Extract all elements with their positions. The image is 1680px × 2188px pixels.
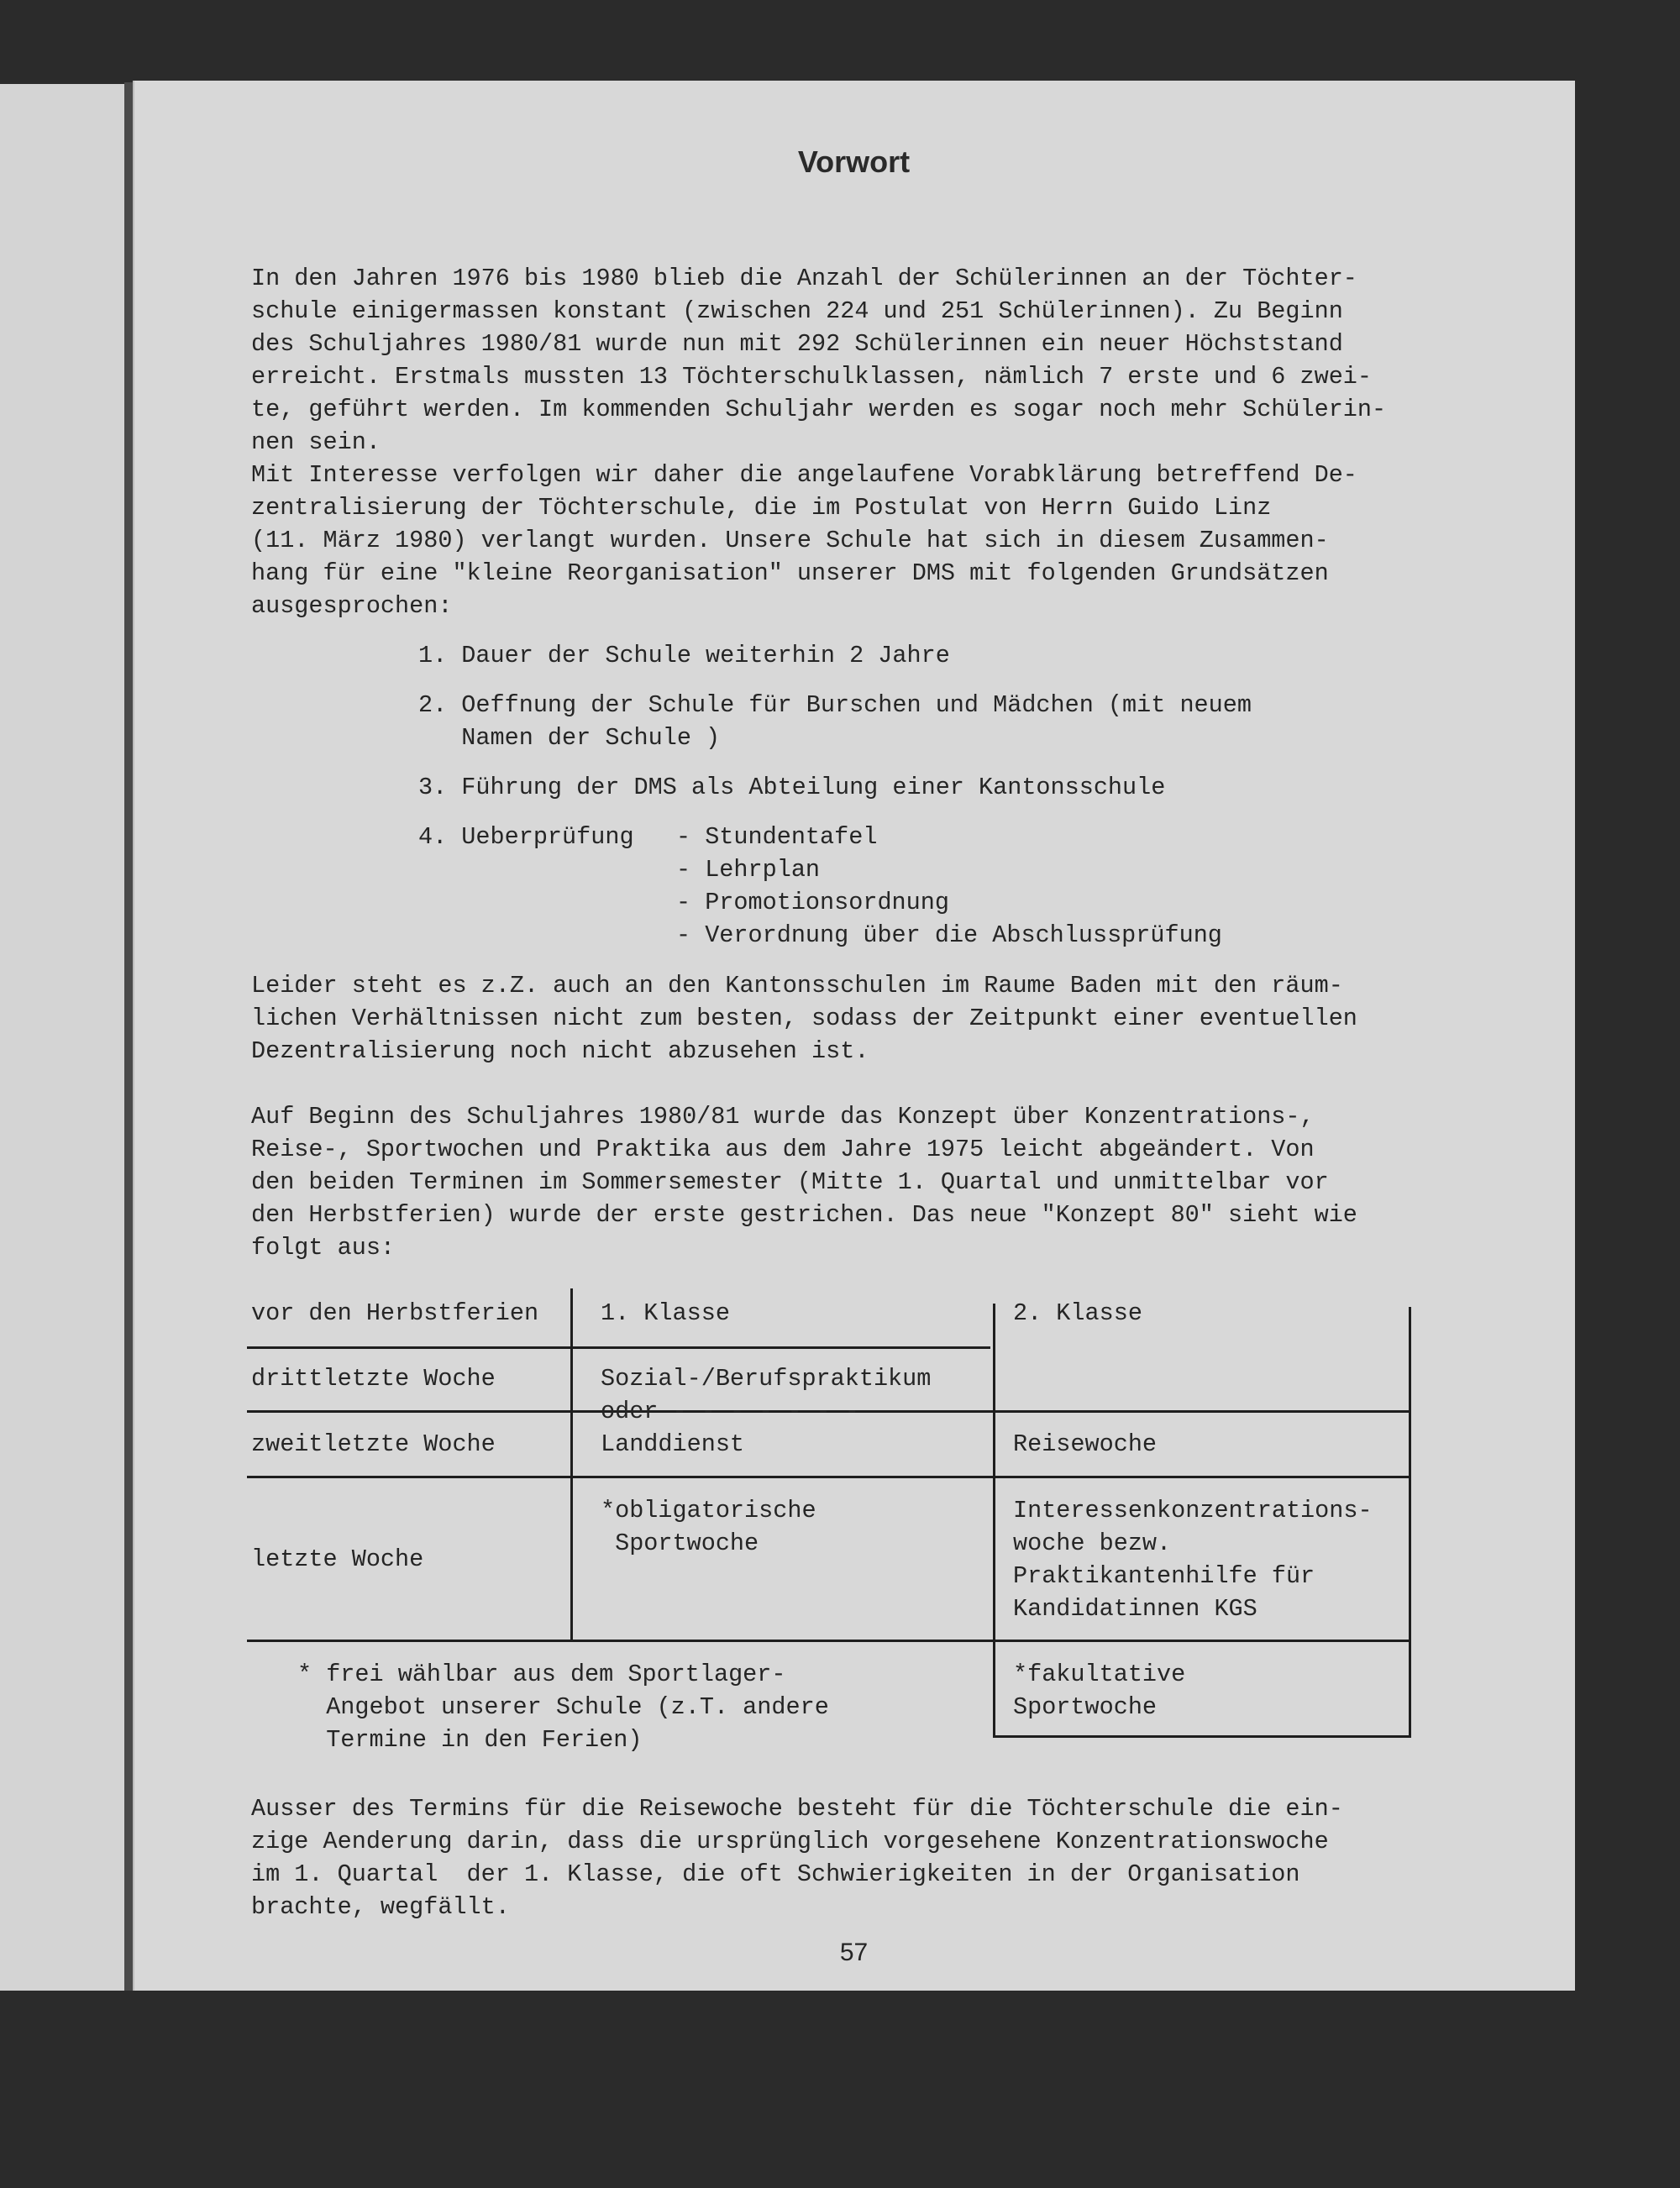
- text-line: im 1. Quartal der 1. Klasse, die oft Schwierigkeiten in der Organisation: [251, 1860, 1300, 1888]
- page-number: 57: [839, 1939, 869, 1966]
- table-footnote: Termine in den Ferien): [297, 1726, 643, 1754]
- text-line: In den Jahren 1976 bis 1980 blieb die Anzahl der Schülerinnen an der Töchter-: [251, 265, 1357, 292]
- table-rule: [570, 1288, 573, 1640]
- text-line: den beiden Terminen im Sommersemester (Mitte 1. Quartal und unmittelbar vor: [251, 1168, 1329, 1196]
- list-item: 1. Dauer der Schule weiterhin 2 Jahre: [418, 642, 950, 669]
- sub-list-item: - Verordnung über die Abschlussprüfung: [676, 921, 1222, 949]
- list-item: 3. Führung der DMS als Abteilung einer Kantonsschule: [418, 774, 1166, 801]
- text-line: schule einigermassen konstant (zwischen 224 und 251 Schülerinnen). Zu Beginn: [251, 297, 1343, 325]
- table-cell: Praktikantenhilfe für: [1013, 1562, 1315, 1590]
- text-line: Reise-, Sportwochen und Praktika aus dem Jahre 1975 leicht abgeändert. Von: [251, 1136, 1315, 1163]
- text-line: erreicht. Erstmals mussten 13 Töchterschulklassen, nämlich 7 erste und 6 zwei-: [251, 363, 1373, 391]
- sub-list-item: - Promotionsordnung: [676, 889, 949, 916]
- text-line: zentralisierung der Töchterschule, die im Postulat von Herrn Guido Linz: [251, 494, 1272, 522]
- sub-list-item: - Stundentafel: [676, 823, 878, 851]
- text-line: folgt aus:: [251, 1234, 396, 1262]
- text-line: lichen Verhältnissen nicht zum besten, sodass der Zeitpunkt einer eventuellen: [251, 1005, 1357, 1032]
- book-gutter: [124, 82, 133, 1991]
- text-line: Auf Beginn des Schuljahres 1980/81 wurde das Konzept über Konzentrations-,: [251, 1103, 1315, 1131]
- table-cell: Sportwoche: [1013, 1693, 1158, 1721]
- previous-page-edge: [0, 84, 124, 1991]
- table-rule: [247, 1346, 990, 1349]
- table-rule: [247, 1640, 1411, 1642]
- list-item: 2. Oeffnung der Schule für Burschen und Mädchen (mit neuem: [418, 691, 1252, 719]
- text-line: des Schuljahres 1980/81 wurde nun mit 292 Schülerinnen ein neuer Höchststand: [251, 330, 1343, 358]
- table-rule: [993, 1410, 1411, 1413]
- table-cell: *obligatorische: [601, 1497, 816, 1524]
- table-cell: woche bezw.: [1013, 1530, 1172, 1557]
- table-cell: Interessenkonzentrations-: [1013, 1497, 1373, 1524]
- text-line: nen sein.: [251, 428, 381, 456]
- table-cell: Reisewoche: [1013, 1430, 1158, 1458]
- text-line: zige Aenderung darin, dass die ursprünglich vorgesehene Konzentrationswoche: [251, 1828, 1329, 1855]
- table-rule: [247, 1476, 1411, 1478]
- table-footnote: Angebot unserer Schule (z.T. andere: [297, 1693, 829, 1721]
- table-cell: *fakultative: [1013, 1661, 1186, 1688]
- table-rule: [1409, 1307, 1411, 1737]
- table-cell: drittletzte Woche: [251, 1365, 496, 1393]
- table-rule: [993, 1735, 1411, 1738]
- table-cell: letzte Woche: [251, 1545, 424, 1573]
- text-line: ausgesprochen:: [251, 592, 453, 620]
- text-line: Leider steht es z.Z. auch an den Kantonsschulen im Raume Baden mit den räum-: [251, 972, 1343, 1000]
- list-item: Namen der Schule ): [418, 724, 721, 752]
- table-cell: Landdienst: [601, 1430, 745, 1458]
- table-header-cell: vor den Herbstferien: [251, 1299, 539, 1327]
- table-header-cell: 2. Klasse: [1013, 1299, 1142, 1327]
- table-cell: Sozial-/Berufspraktikum: [601, 1365, 932, 1393]
- table-header-cell: 1. Klasse: [601, 1299, 730, 1327]
- list-item: 4. Ueberprüfung: [418, 823, 634, 851]
- text-line: Ausser des Termins für die Reisewoche besteht für die Töchterschule die ein-: [251, 1795, 1343, 1823]
- text-line: Dezentralisierung noch nicht abzusehen ist.: [251, 1037, 869, 1065]
- sub-list-item: - Lehrplan: [676, 856, 821, 884]
- text-line: hang für eine "kleine Reorganisation" unserer DMS mit folgenden Grundsätzen: [251, 559, 1329, 587]
- document-page: [133, 81, 1575, 1991]
- text-line: (11. März 1980) verlangt wurden. Unsere Schule hat sich in diesem Zusammen-: [251, 527, 1329, 554]
- table-cell: oder - - - - - - -: [601, 1398, 859, 1425]
- table-rule: [993, 1304, 995, 1737]
- table-footnote: * frei wählbar aus dem Sportlager-: [297, 1661, 786, 1688]
- table-cell: Kandidatinnen KGS: [1013, 1595, 1257, 1623]
- table-cell: zweitletzte Woche: [251, 1430, 496, 1458]
- text-line: brachte, wegfällt.: [251, 1893, 510, 1921]
- text-line: Mit Interesse verfolgen wir daher die angelaufene Vorabklärung betreffend De-: [251, 461, 1357, 489]
- page-title: Vorwort: [797, 144, 911, 179]
- table-cell: Sportwoche: [601, 1530, 759, 1557]
- text-line: den Herbstferien) wurde der erste gestrichen. Das neue "Konzept 80" sieht wie: [251, 1201, 1357, 1229]
- text-line: te, geführt werden. Im kommenden Schuljahr werden es sogar noch mehr Schülerin-: [251, 396, 1387, 423]
